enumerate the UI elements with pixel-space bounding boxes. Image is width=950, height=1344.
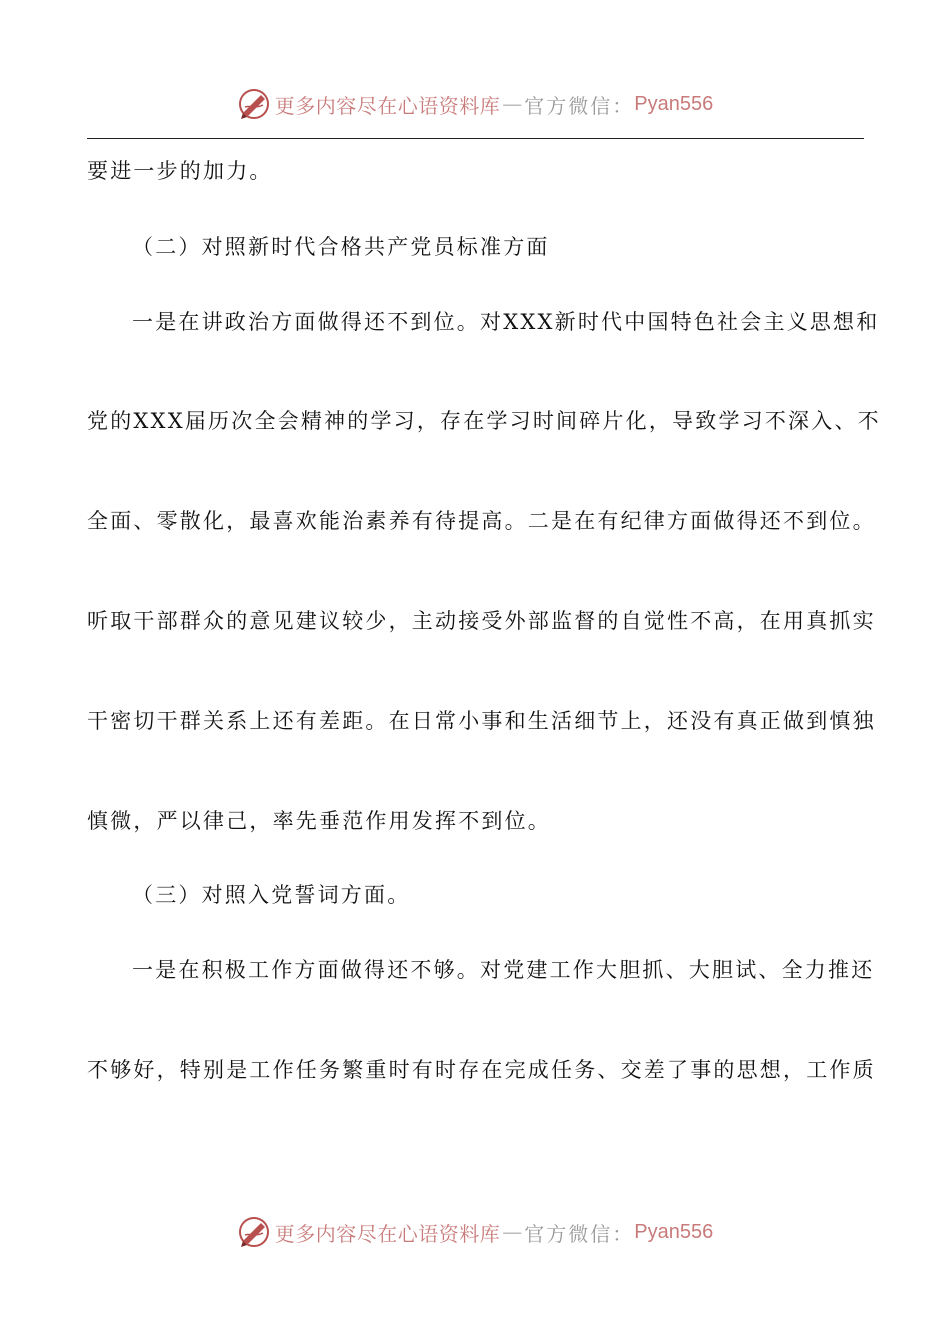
body-line-4: 党的XXX届历次全会精神的学习，存在学习时间碎片化，导致学习不深入、不 — [87, 409, 881, 433]
body-line-11: 不够好，特别是工作任务繁重时有时存在完成任务、交差了事的思想，工作质 — [87, 1058, 876, 1082]
section-heading-2: （二）对照新时代合格共产党员标准方面 — [132, 235, 550, 259]
body-line-1: 要进一步的加力。 — [87, 159, 273, 183]
section-heading-3: （三）对照入党誓词方面。 — [132, 883, 411, 907]
pen-logo-icon — [237, 1215, 271, 1249]
body-line-8: 慎微，严以律己，率先垂范作用发挥不到位。 — [87, 809, 551, 833]
footer-wechat-id: Pyan556 — [634, 1220, 714, 1243]
body-line-10: 一是在积极工作方面做得还不够。对党建工作大胆抓、大胆试、全力推还 — [132, 958, 875, 982]
header-banner — [0, 82, 950, 126]
pen-logo-icon — [237, 87, 271, 121]
body-line-3: 一是在讲政治方面做得还不到位。对XXX新时代中国特色社会主义思想和 — [132, 310, 880, 334]
body-line-5: 全面、零散化，最喜欢能治素养有待提高。二是在有纪律方面做得还不到位。 — [87, 509, 876, 533]
body-line-7: 干密切干群关系上还有差距。在日常小事和生活细节上，还没有真正做到慎独 — [87, 709, 876, 733]
footer-brand-text: 更多内容尽在心语资料库 — [274, 1221, 501, 1246]
footer-banner — [0, 1210, 950, 1254]
header-brand-text: 更多内容尽在心语资料库 — [274, 93, 501, 118]
header-wechat-id: Pyan556 — [634, 92, 714, 115]
footer-wechat-label: 官方微信： — [524, 1221, 635, 1246]
header-divider — [87, 138, 864, 139]
header-dash: — — [502, 92, 523, 116]
header-wechat-label: 官方微信： — [524, 93, 635, 118]
body-line-6: 听取干部群众的意见建议较少，主动接受外部监督的自觉性不高，在用真抓实 — [87, 609, 876, 633]
footer-dash: — — [502, 1220, 523, 1244]
